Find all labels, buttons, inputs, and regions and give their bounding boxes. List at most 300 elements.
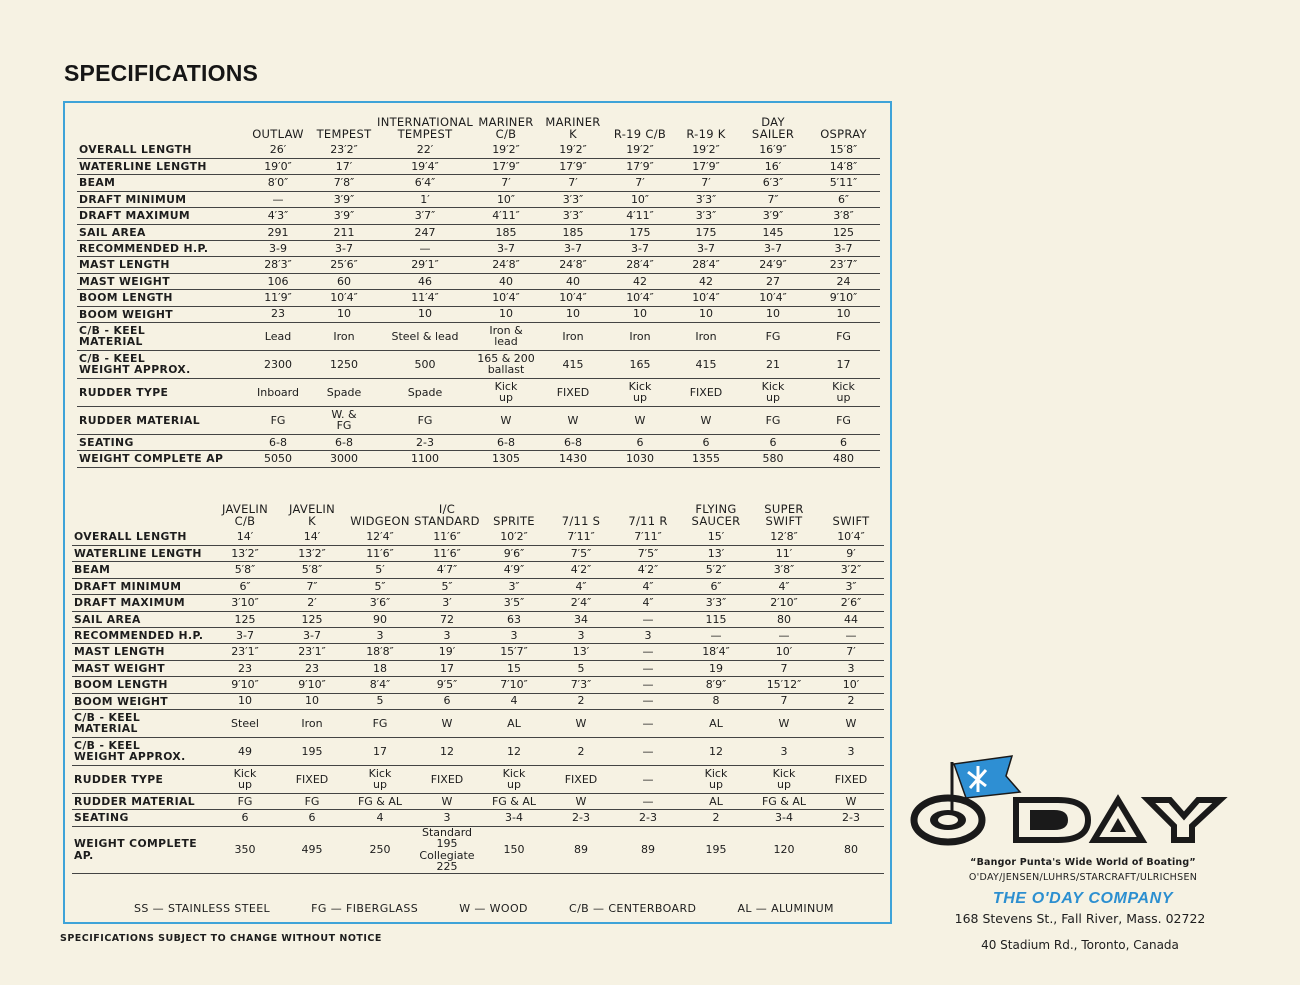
table-cell: 1′	[377, 191, 473, 207]
table-row	[77, 306, 880, 322]
table-cell: 10′4″	[739, 290, 807, 306]
table-cell: FIXED	[548, 765, 614, 793]
table-cell: Spade	[377, 378, 473, 406]
table-cell: 2	[818, 693, 884, 709]
table-cell: 1100	[377, 451, 473, 467]
column-header: R-19 C/B	[613, 127, 667, 142]
table-cell: Spade	[311, 378, 377, 406]
table-cell: 9′10″	[278, 677, 346, 693]
column-header: MARINER K	[545, 115, 601, 142]
table-cell: 28′3″	[245, 257, 311, 273]
table-cell: —	[614, 709, 682, 737]
table-cell: 90	[346, 611, 414, 627]
table-row	[77, 208, 880, 224]
table-cell: 12	[682, 737, 750, 765]
table-cell: 185	[539, 224, 607, 240]
table-cell: W	[818, 793, 884, 809]
table-cell: 19′2″	[673, 142, 739, 158]
table-cell: 10′4″	[673, 290, 739, 306]
table-cell: 18′8″	[346, 644, 414, 660]
table-cell: 291	[245, 224, 311, 240]
table-cell: 72	[414, 611, 480, 627]
table-row	[72, 562, 884, 578]
table-cell: 115	[682, 611, 750, 627]
row-label: DRAFT MAXIMUM	[72, 595, 212, 611]
table-cell: 1030	[607, 451, 673, 467]
table-cell: FG	[346, 709, 414, 737]
table-cell: 4′2″	[548, 562, 614, 578]
table-cell: 10″	[473, 191, 539, 207]
table-cell: 5′	[346, 562, 414, 578]
table-cell: 23′2″	[311, 142, 377, 158]
table-cell: 27	[739, 273, 807, 289]
table-cell: 17	[346, 737, 414, 765]
table-cell: 500	[377, 350, 473, 378]
table-cell: 10	[377, 306, 473, 322]
column-header: INTERNATIONAL TEMPEST	[377, 115, 474, 142]
table-cell: 6	[807, 434, 880, 450]
table-cell: 23	[212, 660, 278, 676]
table-cell: 29′1″	[377, 257, 473, 273]
table-cell: —	[614, 693, 682, 709]
table-cell: Kick up	[346, 765, 414, 793]
table-cell: 4′11″	[473, 208, 539, 224]
table-cell: FG & AL	[480, 793, 548, 809]
table-cell: 2	[682, 810, 750, 826]
row-label: SAIL AREA	[72, 611, 212, 627]
table-row	[77, 191, 880, 207]
column-header: 7/11 R	[628, 514, 668, 529]
table-row	[77, 257, 880, 273]
table-row	[77, 322, 880, 350]
table-cell: 6	[739, 434, 807, 450]
table-cell: 6″	[212, 578, 278, 594]
table-cell: 11′	[750, 546, 818, 562]
table-cell: 23	[245, 306, 311, 322]
table-cell: 3-9	[245, 240, 311, 256]
table-cell: 42	[607, 273, 673, 289]
table-cell: 350	[212, 826, 278, 873]
table-cell: 80	[818, 826, 884, 873]
table-cell: 7′5″	[548, 546, 614, 562]
table-cell: 17′	[311, 159, 377, 175]
table-cell: 4′11″	[607, 208, 673, 224]
table-cell: 580	[739, 451, 807, 467]
table-cell: 89	[614, 826, 682, 873]
table-cell: 17′9″	[673, 159, 739, 175]
table-cell: 25′6″	[311, 257, 377, 273]
table-cell: 2	[548, 693, 614, 709]
table-cell: 13′2″	[212, 546, 278, 562]
table-cell: 125	[278, 611, 346, 627]
table-cell: 11′6″	[414, 546, 480, 562]
table-cell: Lead	[245, 322, 311, 350]
table-cell: 1305	[473, 451, 539, 467]
table-cell: FG & AL	[346, 793, 414, 809]
column-header: 7/11 S	[561, 514, 601, 529]
company-address: 168 Stevens St., Fall River, Mass. 02722	[954, 911, 1206, 926]
table-cell: 19′	[414, 644, 480, 660]
table-cell: 6	[414, 693, 480, 709]
table-cell: 4′9″	[480, 562, 548, 578]
table-row	[72, 810, 884, 826]
table-cell: 21	[739, 350, 807, 378]
table-cell: 4″	[548, 578, 614, 594]
table-cell: 10′	[818, 677, 884, 693]
row-label: RUDDER TYPE	[77, 378, 245, 406]
table-cell: 3′	[414, 595, 480, 611]
table-cell: 18′4″	[682, 644, 750, 660]
table-cell: 7′	[473, 175, 539, 191]
table-cell: 3′9″	[739, 208, 807, 224]
table-cell: 13′	[548, 644, 614, 660]
table-cell: 8	[682, 693, 750, 709]
table-cell: —	[818, 627, 884, 643]
column-header: JAVELIN C/B	[222, 502, 268, 529]
table-cell: 7′3″	[548, 677, 614, 693]
table-cell: 10	[673, 306, 739, 322]
column-header: MARINER C/B	[478, 115, 534, 142]
logo-letter-y-icon	[1148, 800, 1220, 840]
table-cell: 3-4	[480, 810, 548, 826]
table-cell: —	[614, 677, 682, 693]
table-cell: 211	[311, 224, 377, 240]
table-cell: 3	[414, 810, 480, 826]
table-cell: 19	[682, 660, 750, 676]
table-cell: 40	[539, 273, 607, 289]
table-cell: 2-3	[377, 434, 473, 450]
table-cell: W	[818, 709, 884, 737]
column-header: JAVELIN K	[289, 502, 335, 529]
table-row	[72, 595, 884, 611]
table-cell: 46	[377, 273, 473, 289]
legend-item: SS — STAINLESS STEEL	[134, 902, 271, 915]
table-cell: 5	[548, 660, 614, 676]
table-cell: 10	[278, 693, 346, 709]
table-cell: 165 & 200 ballast	[473, 350, 539, 378]
table-cell: 495	[278, 826, 346, 873]
row-label: WEIGHT COMPLETE AP.	[72, 826, 212, 873]
table-cell: 10	[739, 306, 807, 322]
column-header: WIDGEON	[350, 514, 410, 529]
row-label: RECOMMENDED H.P.	[72, 627, 212, 643]
table-cell: 24	[807, 273, 880, 289]
table-cell: 2300	[245, 350, 311, 378]
table-cell: FG & AL	[750, 793, 818, 809]
table-cell: 10	[607, 306, 673, 322]
table-cell: W	[673, 406, 739, 434]
table-cell: 2-3	[818, 810, 884, 826]
table-cell: 3-7	[607, 240, 673, 256]
table-cell: FG	[245, 406, 311, 434]
table-cell: 19′2″	[607, 142, 673, 158]
row-label: SEATING	[77, 434, 245, 450]
table-cell: 4″	[750, 578, 818, 594]
table-cell: 63	[480, 611, 548, 627]
table-cell: 23	[278, 660, 346, 676]
table-cell: —	[614, 660, 682, 676]
legend-item: AL — ALUMINUM	[737, 902, 834, 915]
abbreviation-legend	[134, 902, 834, 915]
table-cell: —	[377, 240, 473, 256]
table-cell: 11′6″	[346, 546, 414, 562]
table-cell: 10′4″	[818, 529, 884, 545]
table-row	[77, 350, 880, 378]
table-cell: 10″	[607, 191, 673, 207]
table-cell: 9′10″	[212, 677, 278, 693]
table-cell: 7	[750, 693, 818, 709]
table-cell: 7′	[818, 644, 884, 660]
column-header: SPRITE	[493, 514, 535, 529]
table-cell: 10′2″	[480, 529, 548, 545]
table-cell: 4′7″	[414, 562, 480, 578]
row-label: BEAM	[77, 175, 245, 191]
table-cell: Steel	[212, 709, 278, 737]
table-cell: 23′1″	[212, 644, 278, 660]
table-cell: 3″	[818, 578, 884, 594]
table-cell: 19′2″	[473, 142, 539, 158]
table-cell: Iron	[673, 322, 739, 350]
table-cell: —	[682, 627, 750, 643]
row-label: WATERLINE LENGTH	[72, 546, 212, 562]
table-cell: W	[539, 406, 607, 434]
table-cell: FIXED	[539, 378, 607, 406]
table-cell: —	[614, 793, 682, 809]
table-cell: 1430	[539, 451, 607, 467]
row-label: OVERALL LENGTH	[72, 529, 212, 545]
table-cell: 3′3″	[673, 191, 739, 207]
table-row	[77, 434, 880, 450]
table-cell: Steel & lead	[377, 322, 473, 350]
table-cell: 3	[818, 660, 884, 676]
table-cell: 5050	[245, 451, 311, 467]
tagline: “Bangor Punta's Wide World of Boating”	[970, 857, 1196, 868]
table-cell: 8′9″	[682, 677, 750, 693]
table-cell: W	[414, 793, 480, 809]
table-cell: 6-8	[473, 434, 539, 450]
table-cell: —	[614, 765, 682, 793]
legend-item: C/B — CENTERBOARD	[569, 902, 697, 915]
row-label: SAIL AREA	[77, 224, 245, 240]
table-cell: 23′7″	[807, 257, 880, 273]
table-cell: Iron	[539, 322, 607, 350]
table-cell: 6	[607, 434, 673, 450]
table-cell: W	[548, 709, 614, 737]
table-cell: 6	[212, 810, 278, 826]
table-row	[77, 224, 880, 240]
table-cell: 14′8″	[807, 159, 880, 175]
flag-icon	[954, 756, 1020, 798]
table-cell: 3	[414, 627, 480, 643]
table-cell: 3	[750, 737, 818, 765]
table-cell: 1355	[673, 451, 739, 467]
table-row	[72, 693, 884, 709]
table-cell: 4′3″	[245, 208, 311, 224]
table-cell: 3′8″	[750, 562, 818, 578]
table-cell: 18	[346, 660, 414, 676]
row-label: MAST LENGTH	[77, 257, 245, 273]
table-cell: FG	[377, 406, 473, 434]
table-cell: 5′8″	[278, 562, 346, 578]
table-cell: 3000	[311, 451, 377, 467]
table-cell: 14′	[212, 529, 278, 545]
table-row	[77, 175, 880, 191]
table-cell: 44	[818, 611, 884, 627]
table-cell: 3	[548, 627, 614, 643]
row-label: WATERLINE LENGTH	[77, 159, 245, 175]
table-cell: 17′9″	[473, 159, 539, 175]
table-cell: 19′2″	[539, 142, 607, 158]
table-cell: Iron & lead	[473, 322, 539, 350]
table-row	[77, 240, 880, 256]
table-cell: 3-7	[278, 627, 346, 643]
table-cell: 145	[739, 224, 807, 240]
table-cell: 3″	[480, 578, 548, 594]
table-cell: 16′9″	[739, 142, 807, 158]
column-header: TEMPEST	[316, 127, 372, 142]
table-cell: 42	[673, 273, 739, 289]
table-cell: 40	[473, 273, 539, 289]
table-cell: 3′6″	[346, 595, 414, 611]
table-cell: —	[614, 611, 682, 627]
table-cell: 8′0″	[245, 175, 311, 191]
table-cell: 3′3″	[539, 191, 607, 207]
table-cell: FIXED	[278, 765, 346, 793]
table-cell: 49	[212, 737, 278, 765]
table-row	[72, 826, 884, 873]
table-cell: 3-7	[473, 240, 539, 256]
table-cell: Iron	[607, 322, 673, 350]
table-cell: 165	[607, 350, 673, 378]
row-label: BOOM LENGTH	[72, 677, 212, 693]
table-cell: FG	[739, 322, 807, 350]
table-cell: 7′	[539, 175, 607, 191]
row-label: C/B - KEEL MATERIAL	[77, 322, 245, 350]
table-cell: Kick up	[750, 765, 818, 793]
company-name: THE O'DAY COMPANY	[992, 890, 1174, 907]
row-label: SEATING	[72, 810, 212, 826]
table-cell: 12′4″	[346, 529, 414, 545]
table-cell: 7′5″	[614, 546, 682, 562]
table-cell: 7′10″	[480, 677, 548, 693]
table-row	[72, 611, 884, 627]
table-cell: 150	[480, 826, 548, 873]
table-cell: Kick up	[480, 765, 548, 793]
table-cell: Kick up	[607, 378, 673, 406]
table-cell: Kick up	[212, 765, 278, 793]
table-row	[77, 142, 880, 158]
table-cell: 6′3″	[739, 175, 807, 191]
table-cell: 3-7	[212, 627, 278, 643]
table-cell: 2	[548, 737, 614, 765]
table-row	[72, 546, 884, 562]
table-cell: —	[750, 627, 818, 643]
table-cell: 106	[245, 273, 311, 289]
table-cell: 12′8″	[750, 529, 818, 545]
column-header: DAY SAILER	[751, 115, 795, 142]
table-cell: 3	[346, 627, 414, 643]
table-cell: 3′2″	[818, 562, 884, 578]
table-cell: 7′	[673, 175, 739, 191]
table-cell: Kick up	[739, 378, 807, 406]
table-cell: W	[548, 793, 614, 809]
table-row	[72, 578, 884, 594]
row-label: C/B - KEEL WEIGHT APPROX.	[72, 737, 212, 765]
table-cell: 10′4″	[539, 290, 607, 306]
table-cell: 6-8	[311, 434, 377, 450]
change-notice: SPECIFICATIONS SUBJECT TO CHANGE WITHOUT NOTICE	[60, 933, 382, 944]
table-cell: —	[614, 737, 682, 765]
table-cell: Inboard	[245, 378, 311, 406]
table-cell: 10	[311, 306, 377, 322]
table-cell: 17	[414, 660, 480, 676]
table-cell: Iron	[278, 709, 346, 737]
table-cell: 10	[473, 306, 539, 322]
table-cell: 7′11″	[614, 529, 682, 545]
oday-logo	[908, 752, 1238, 852]
table-cell: 23′1″	[278, 644, 346, 660]
table-cell: 11′6″	[414, 529, 480, 545]
table-cell: Standard 195 Collegiate 225	[414, 826, 480, 873]
table-cell: 3	[614, 627, 682, 643]
table-row	[77, 159, 880, 175]
table-row	[72, 529, 884, 545]
column-header: R-19 K	[686, 127, 726, 142]
table-cell: 11′9″	[245, 290, 311, 306]
table-cell: 3′9″	[311, 191, 377, 207]
table-row	[77, 406, 880, 434]
table-cell: 4	[480, 693, 548, 709]
table-cell: 15′	[682, 529, 750, 545]
table-cell: 28′4″	[673, 257, 739, 273]
table-cell: 195	[682, 826, 750, 873]
table-cell: 6	[278, 810, 346, 826]
row-label: BOOM LENGTH	[77, 290, 245, 306]
table-cell: Iron	[311, 322, 377, 350]
table-cell: 7′8″	[311, 175, 377, 191]
brand-list: O'DAY/JENSEN/LUHRS/STARCRAFT/ULRICHSEN	[968, 872, 1198, 883]
table-cell: 175	[607, 224, 673, 240]
table-cell: AL	[682, 793, 750, 809]
table-cell: W	[414, 709, 480, 737]
table-cell: 89	[548, 826, 614, 873]
spec-table-large-boats	[77, 116, 880, 468]
table-cell: 1250	[311, 350, 377, 378]
table-cell: 6″	[807, 191, 880, 207]
table-cell: AL	[480, 709, 548, 737]
row-label: WEIGHT COMPLETE AP	[77, 451, 245, 467]
table-cell: 9′6″	[480, 546, 548, 562]
table-cell: 3′3″	[539, 208, 607, 224]
table-cell: 14′	[278, 529, 346, 545]
table-cell: 8′4″	[346, 677, 414, 693]
row-label: RUDDER MATERIAL	[72, 793, 212, 809]
table-cell: 10′4″	[311, 290, 377, 306]
table-cell: 15′7″	[480, 644, 548, 660]
table-cell: 415	[673, 350, 739, 378]
table-cell: 5	[346, 693, 414, 709]
table-row	[72, 793, 884, 809]
table-row	[72, 660, 884, 676]
table-cell: FG	[807, 406, 880, 434]
table-cell: —	[614, 644, 682, 660]
table-row	[72, 677, 884, 693]
table-cell: 9′5″	[414, 677, 480, 693]
table-cell: FIXED	[818, 765, 884, 793]
table-cell: Kick up	[473, 378, 539, 406]
table-row	[77, 451, 880, 467]
row-label: DRAFT MINIMUM	[72, 578, 212, 594]
